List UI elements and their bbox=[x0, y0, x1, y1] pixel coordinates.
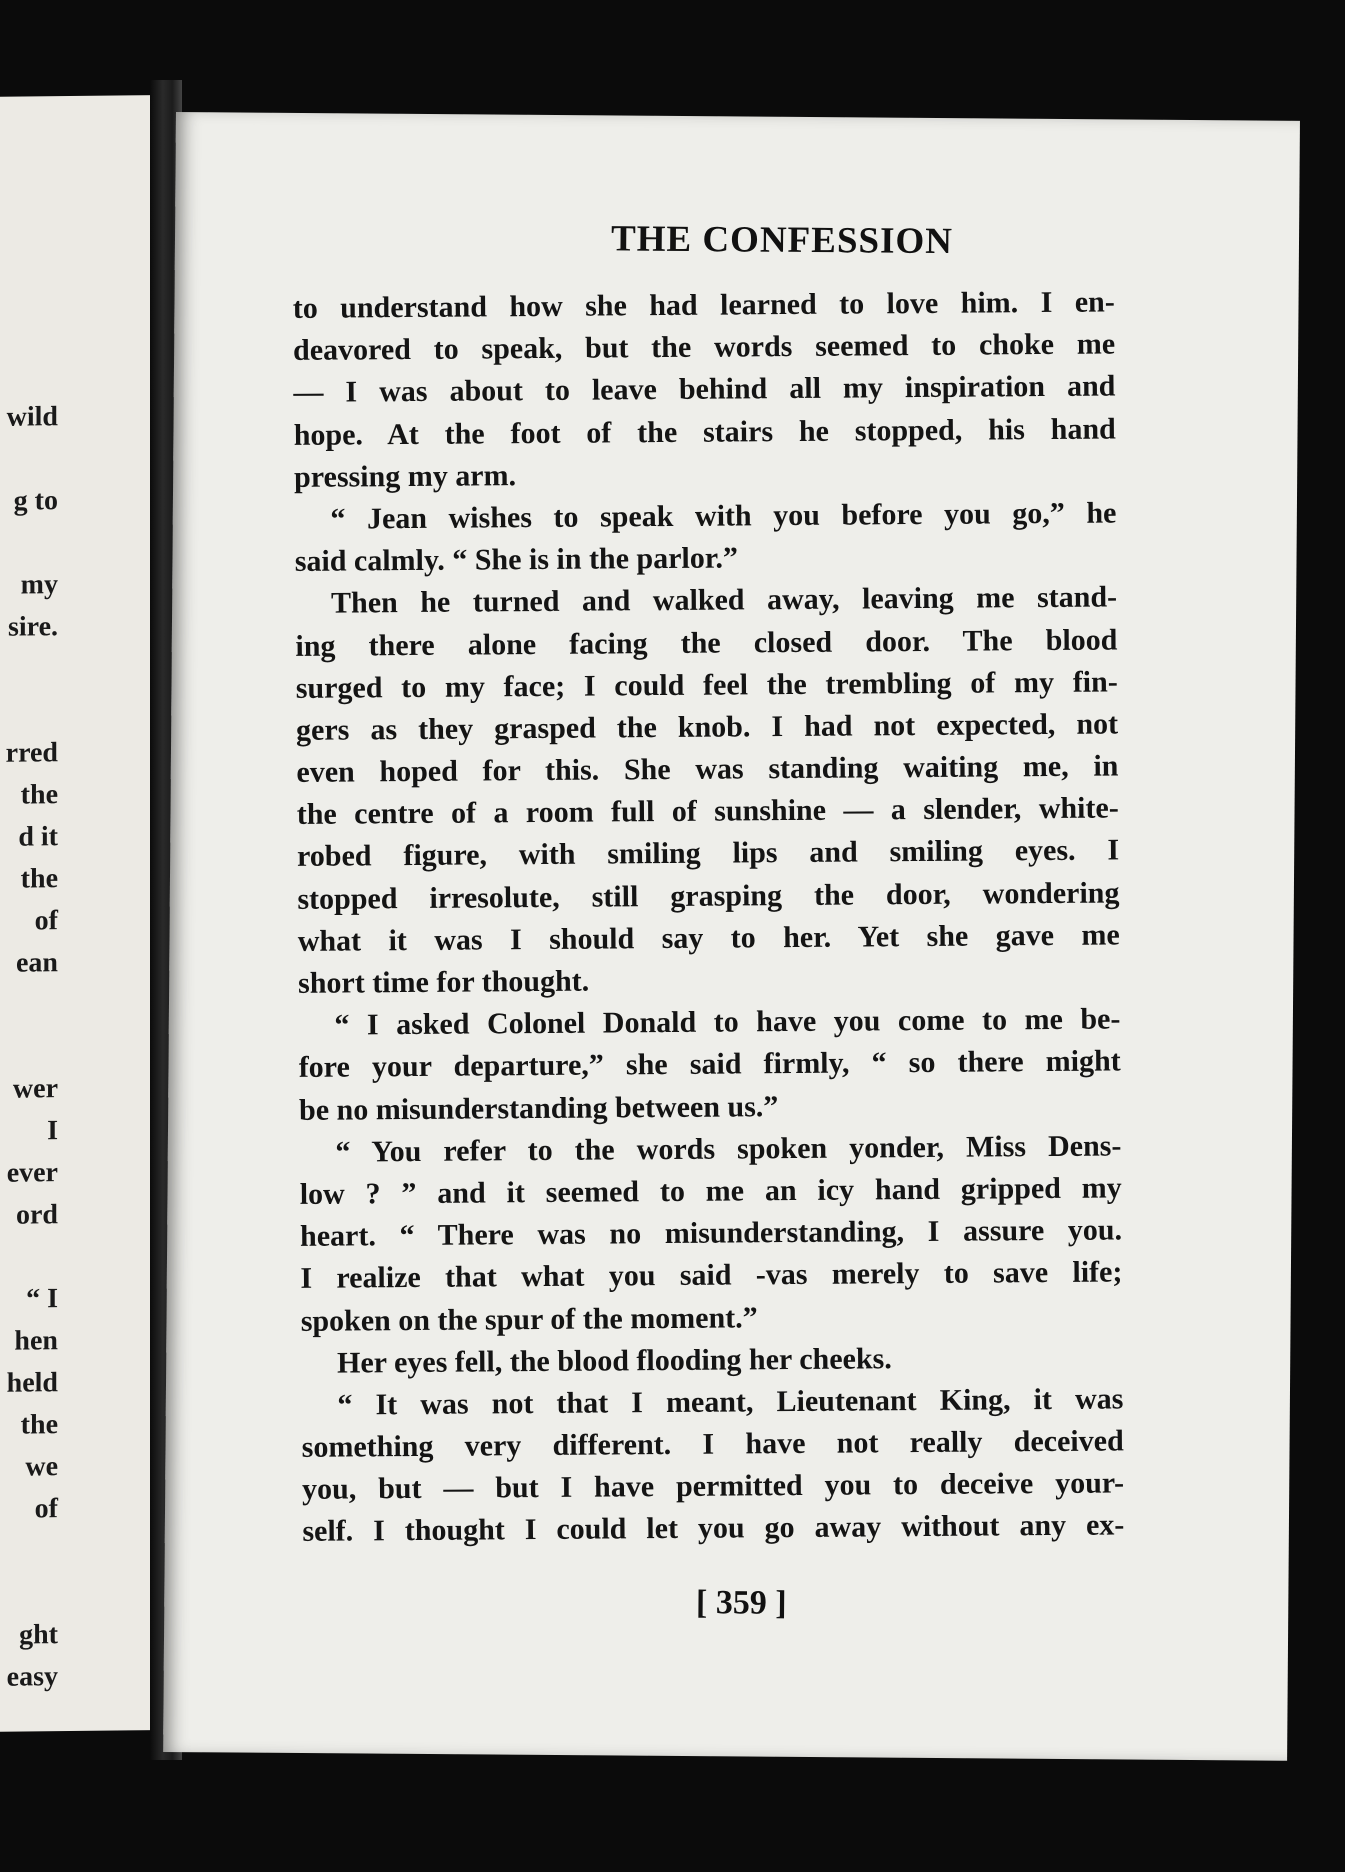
text-line: pressing my arm. bbox=[293, 458, 517, 494]
text-line: what it was I should say to her. Yet she gave me bbox=[297, 918, 1120, 958]
left-page-fragment: I bbox=[47, 1115, 58, 1147]
left-page-fragment: the bbox=[20, 863, 58, 895]
left-page-fragment: hen bbox=[14, 1325, 58, 1357]
left-page-fragment bbox=[0, 1236, 58, 1279]
left-page-fragment bbox=[0, 1572, 58, 1615]
left-page-fragment bbox=[0, 1530, 58, 1573]
page-number: [ 359 ] bbox=[695, 1584, 787, 1622]
text-line: surged to my face; I could feel the trembling of my fin- bbox=[295, 665, 1118, 705]
text-line: hope. At the foot of the stairs he stopped, his hand bbox=[293, 412, 1116, 452]
text-line: ing there alone facing the closed door. The blood bbox=[295, 622, 1118, 663]
left-page-fragment: easy bbox=[6, 1661, 58, 1693]
text-line: “ I asked Colonel Donald to have you come to me be- bbox=[334, 1002, 1121, 1042]
left-page-fragment bbox=[0, 1026, 58, 1069]
running-head: THE CONFESSION bbox=[610, 218, 954, 263]
left-page-fragment bbox=[0, 648, 58, 691]
left-page-fragment bbox=[0, 438, 58, 481]
text-line: “ Jean wishes to speak with you before you go,” he bbox=[330, 496, 1117, 536]
left-page-fragment: ever bbox=[6, 1157, 58, 1189]
left-page-fragment: my bbox=[20, 569, 58, 601]
left-facing-page bbox=[0, 95, 168, 1732]
left-page-fragment: we bbox=[25, 1451, 58, 1483]
left-page-fragment: “ I bbox=[26, 1283, 58, 1315]
left-page-fragment: d it bbox=[18, 821, 58, 853]
text-line: something very different. I have not really deceived bbox=[301, 1424, 1124, 1464]
text-line: short time for thought. bbox=[297, 964, 590, 1000]
book-page bbox=[163, 112, 1300, 1761]
left-page-fragment: ean bbox=[16, 947, 58, 979]
text-line: the centre of a room full of sunshine — a slender, white- bbox=[296, 791, 1119, 832]
text-line: self. I thought I could let you go away without any ex- bbox=[302, 1508, 1125, 1549]
text-line: I realize that what you said -vas merely to save life; bbox=[300, 1255, 1123, 1296]
text-line: — I was about to leave behind all my inspiration and bbox=[293, 369, 1116, 410]
left-page-fragment: sire. bbox=[7, 611, 58, 643]
left-page-fragment: g to bbox=[13, 485, 58, 517]
left-page-fragment: rred bbox=[5, 737, 58, 769]
text-line: Her eyes fell, the blood flooding her cheeks. bbox=[336, 1341, 892, 1380]
text-line: you, but — but I have permitted you to deceive your- bbox=[301, 1466, 1125, 1507]
text-line: “ It was not that I meant, Lieutenant King, it was bbox=[337, 1382, 1124, 1422]
left-page-fragment: ght bbox=[19, 1619, 58, 1651]
text-line: stopped irresolute, still grasping the door, wondering bbox=[297, 876, 1120, 916]
body-text bbox=[293, 281, 1125, 1553]
text-line: deavored to speak, but the words seemed to choke me bbox=[292, 327, 1116, 368]
left-page-fragment bbox=[0, 690, 58, 733]
left-page-fragment: of bbox=[34, 905, 58, 937]
text-line: fore your departure,” she said firmly, “ so there might bbox=[298, 1044, 1121, 1085]
left-page-fragment: held bbox=[6, 1367, 58, 1399]
text-line: spoken on the spur of the moment.” bbox=[300, 1300, 758, 1338]
left-page-text-fragments bbox=[0, 396, 58, 1699]
left-page-fragment: ord bbox=[16, 1199, 58, 1231]
left-page-fragment bbox=[0, 984, 58, 1027]
left-page-fragment: wild bbox=[6, 401, 58, 433]
left-page-fragment bbox=[0, 522, 58, 565]
text-line: “ You refer to the words spoken yonder, Miss Dens- bbox=[335, 1129, 1122, 1169]
text-line: to understand how she had learned to love him. I en- bbox=[292, 285, 1115, 325]
text-line: heart. “ There was no misunderstanding, I assure you. bbox=[299, 1213, 1123, 1254]
left-page-fragment: of bbox=[34, 1493, 58, 1525]
left-page-fragment: wer bbox=[12, 1073, 58, 1105]
text-line: Then he turned and walked away, leaving me stand- bbox=[330, 580, 1118, 620]
text-line: said calmly. “ She is in the parlor.” bbox=[294, 541, 739, 579]
left-page-fragment: the bbox=[20, 1409, 58, 1441]
text-line: be no misunderstanding between us.” bbox=[298, 1089, 779, 1127]
text-line: low ? ” and it seemed to me an icy hand gripped my bbox=[299, 1171, 1122, 1211]
text-line: even hoped for this. She was standing waiting me, in bbox=[296, 749, 1119, 789]
left-page-fragment: the bbox=[20, 779, 58, 811]
text-line: robed figure, with smiling lips and smiling eyes. I bbox=[296, 833, 1120, 874]
text-line: gers as they grasped the knob. I had not expected, not bbox=[295, 707, 1119, 747]
